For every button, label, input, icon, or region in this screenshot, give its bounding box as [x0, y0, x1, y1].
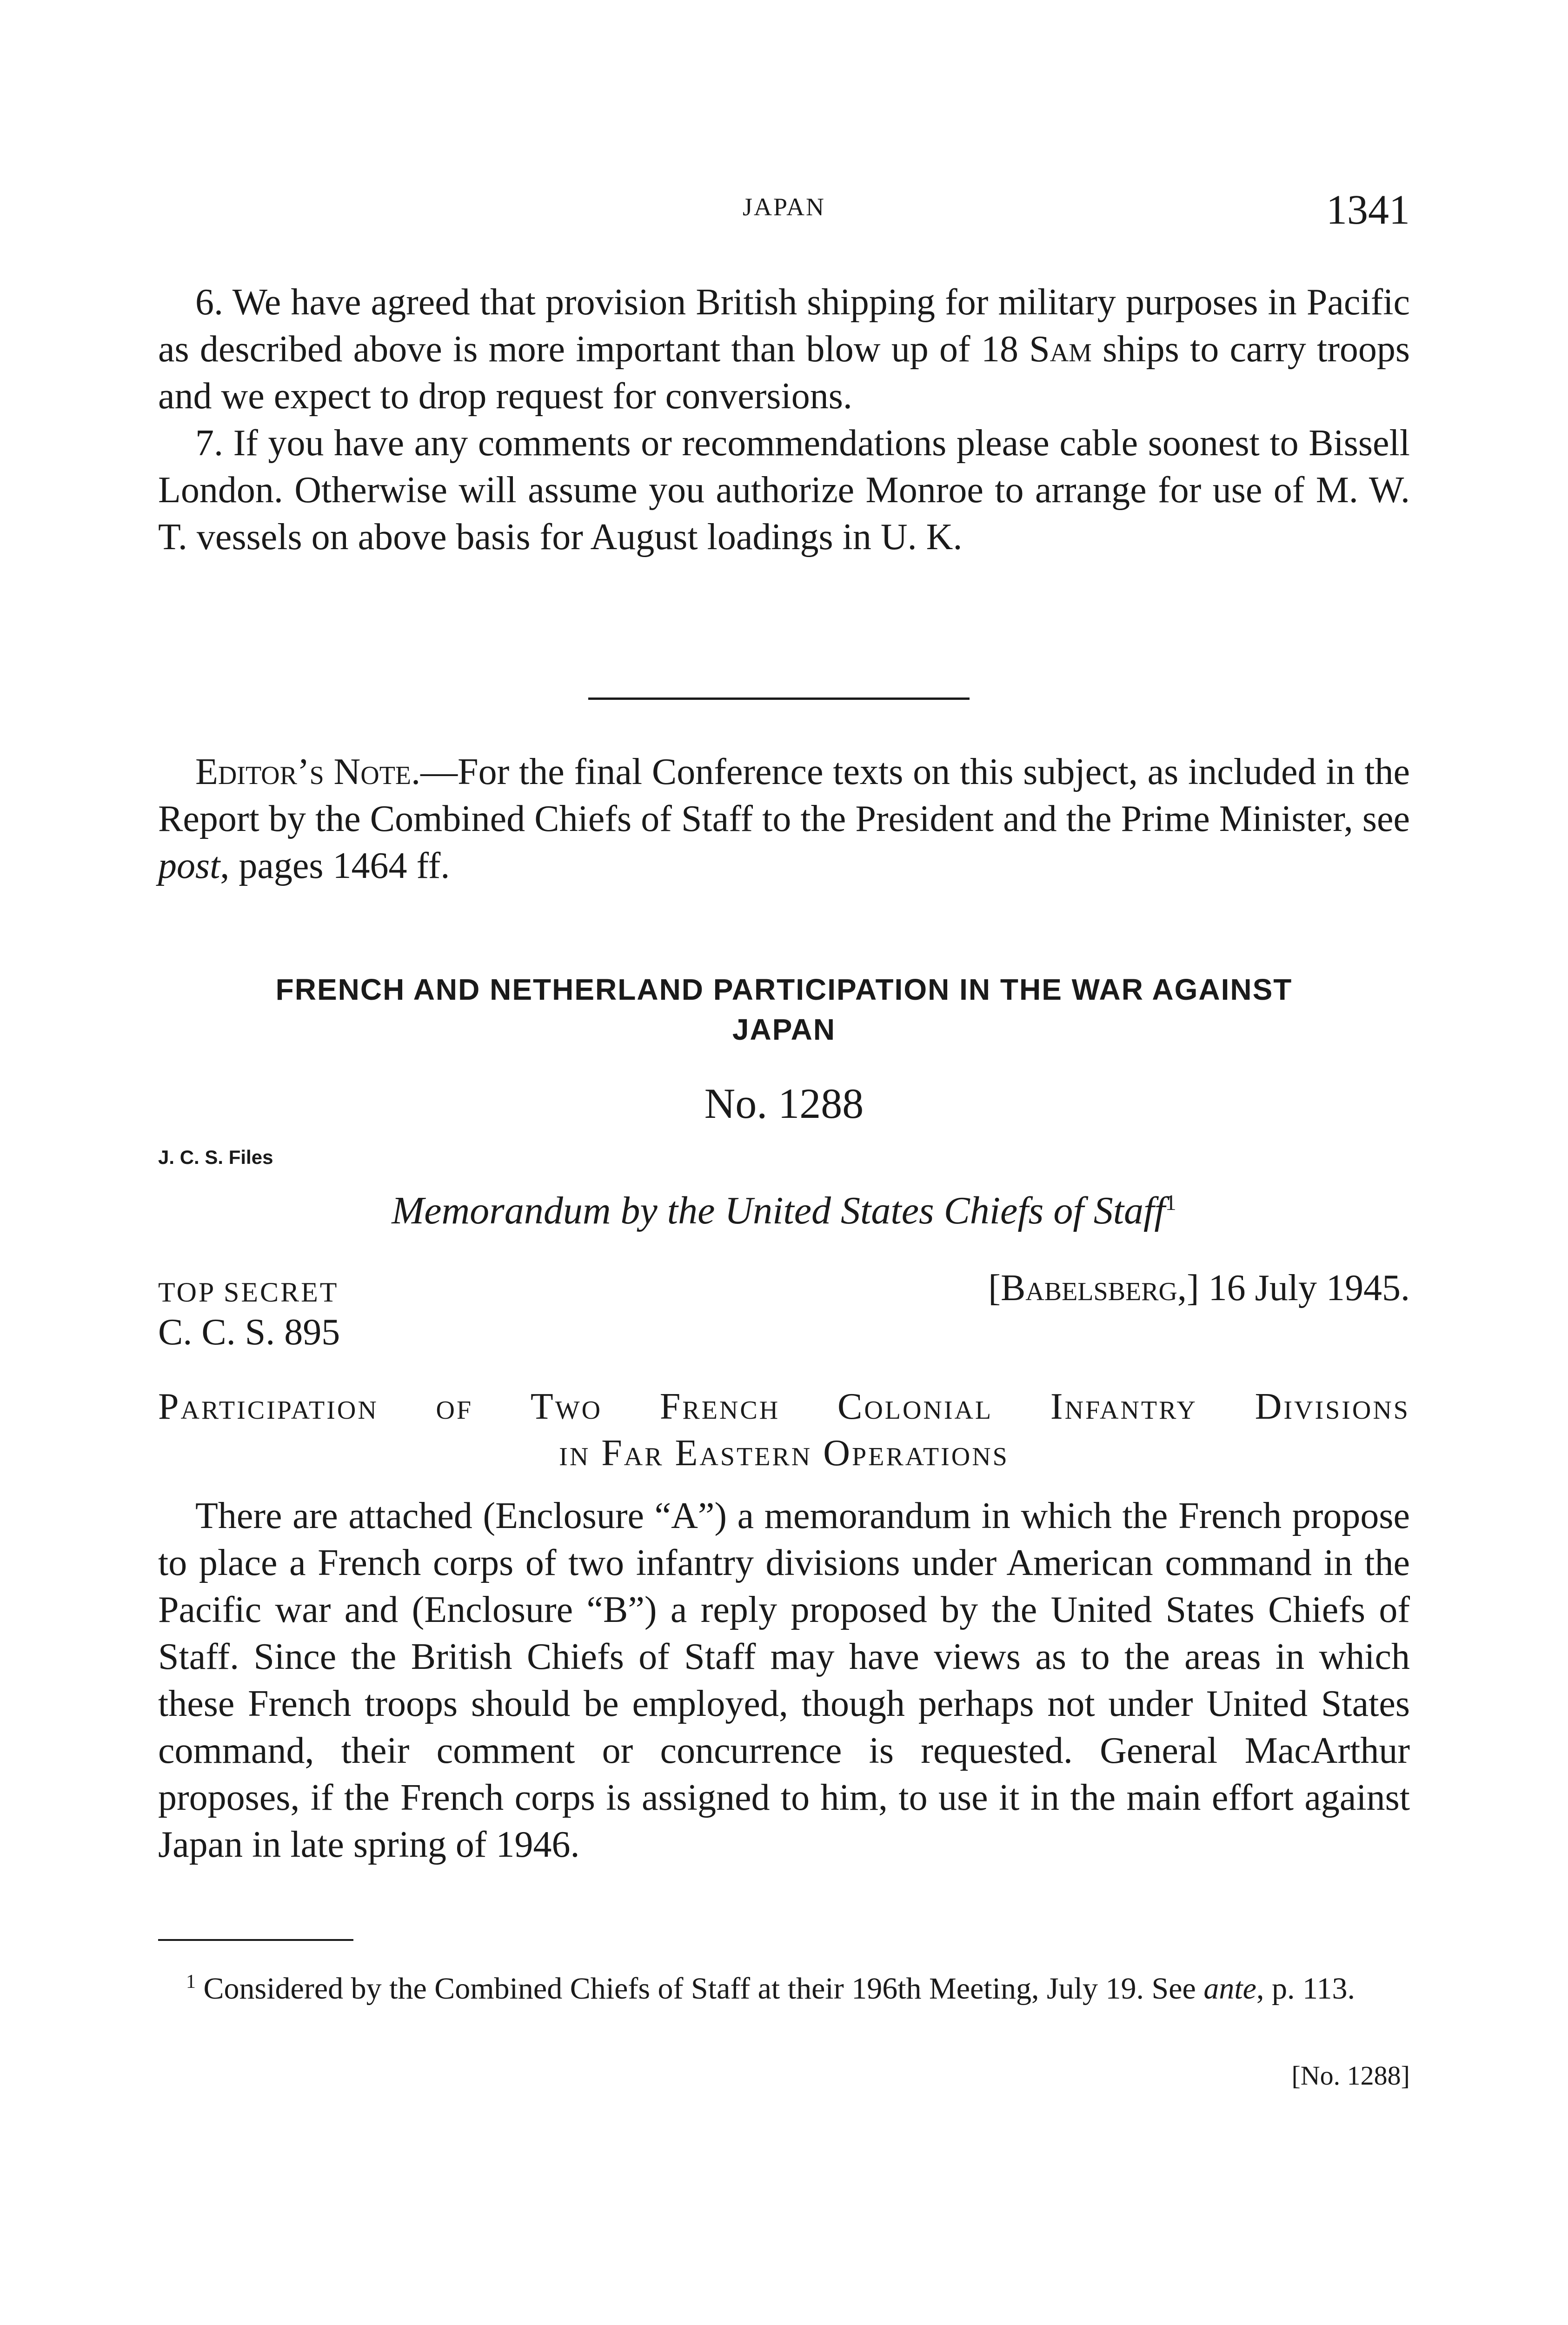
subject-word: Two: [530, 1386, 603, 1427]
continuation-marker: [No. 1288]: [1291, 2060, 1410, 2091]
ante-reference: ante: [1203, 1972, 1256, 2006]
footnote-marker: 1: [186, 1971, 196, 1993]
memo-subject-line-2: in Far Eastern Operations: [559, 1433, 1009, 1474]
editors-note: [158, 749, 1410, 890]
ccs-number: C. C. S. 895: [158, 1312, 340, 1353]
memo-subject-line-1: [158, 1383, 1410, 1430]
page-number: 1341: [1326, 187, 1410, 233]
post-reference: post: [158, 845, 220, 886]
date: 16 July 1945.: [1199, 1268, 1410, 1309]
paragraph-7: 7. If you have any comments or recommendations please cable soonest to Bissell London. Otherwise will assume you authorize Monroe to arrange for use of M. W. T. vessels on above basis for August loadings in U. K.: [158, 423, 1410, 558]
section-divider: [588, 698, 970, 700]
subject-word: Divisions: [1255, 1386, 1410, 1427]
sam-ships-term: Sam: [1029, 329, 1092, 370]
memo-title: [158, 1188, 1410, 1233]
paragraph-6-text-b: ships to carry troops and we expect to drop request for conversions.: [158, 329, 1410, 417]
cable-continuation: [158, 279, 1410, 561]
memo-title-text: Memorandum by the United States Chiefs of Staff: [392, 1189, 1165, 1232]
place-and-date: [Babelsberg,] 16 July 1945.: [988, 1268, 1410, 1309]
memo-subject: [158, 1383, 1410, 1476]
subject-word: Participation: [158, 1386, 379, 1427]
classification: TOP SECRET: [158, 1277, 339, 1308]
editors-note-text-a: .—For the final Conference texts on this subject, as included in the Report by the Combined Chiefs of Staff to the President and the Prime Minister, see: [158, 751, 1410, 839]
memo-body-paragraph: There are attached (Enclosure “A”) a memorandum in which the French propose to place a French corps of two infantry divisions under American command in the Pacific war and (Enclosure “B”) a reply proposed by the United States Chiefs of Staff. Since the British Chiefs of Staff may have views as to the areas in which these French troops should be employed, though perhaps not under United States command, their comment or concurrence is requested. General MacArthur proposes, if the French corps is assigned to him, to use it in the main effort against Japan in late spring of 1946.: [158, 1495, 1410, 1865]
memo-body: [158, 1493, 1410, 1868]
files-source: J. C. S. Files: [158, 1146, 273, 1168]
subject-word: of: [436, 1386, 473, 1427]
section-title-line-2: JAPAN: [732, 1013, 836, 1046]
running-head: [158, 186, 1410, 237]
section-title: [158, 970, 1410, 1050]
editors-note-text-b: , pages 1464 ff.: [220, 845, 450, 886]
editors-note-label: Editor’s Note: [195, 751, 412, 792]
place: Babelsberg,: [1000, 1268, 1187, 1309]
footnote-rule: [158, 1939, 353, 1941]
paragraph-6-text-a: 6. We have agreed that provision British shipping for military purposes in Pacific as described above is more important than blow up of 18: [158, 282, 1410, 370]
memo-title-footnote-ref: 1: [1165, 1190, 1176, 1215]
paragraph-6: [158, 279, 1410, 420]
footnote-text-b: , p. 113.: [1256, 1972, 1355, 2006]
section-title-line-1: FRENCH AND NETHERLAND PARTICIPATION IN THE WAR AGAINST: [275, 973, 1293, 1006]
running-head-title: JAPAN: [742, 193, 826, 221]
footnote: [158, 1962, 1410, 2008]
footnote-text-a: Considered by the Combined Chiefs of Staff at their 196th Meeting, July 19. See: [196, 1972, 1204, 2006]
subject-word: French: [659, 1386, 780, 1427]
subject-word: Infantry: [1050, 1386, 1197, 1427]
document-number: No. 1288: [704, 1080, 864, 1127]
subject-word: Colonial: [837, 1386, 993, 1427]
